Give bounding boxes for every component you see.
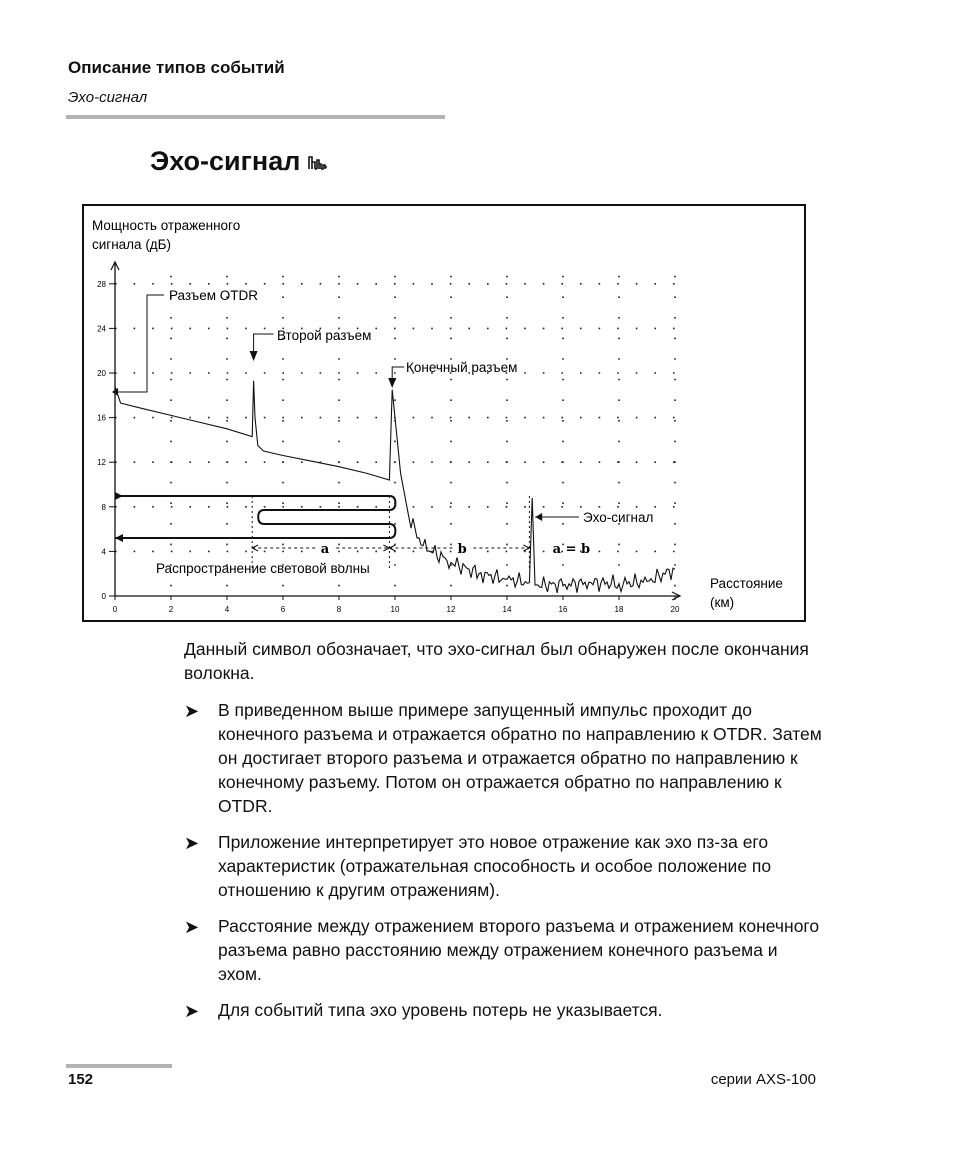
x-tick-label: 12 — [446, 605, 456, 614]
y-tick-label: 0 — [101, 592, 106, 601]
bullet-arrow-icon: ➤ — [184, 701, 200, 721]
x-tick-label: 16 — [558, 605, 568, 614]
y-tick-label: 8 — [101, 502, 106, 512]
y-tick-label: 4 — [101, 547, 106, 557]
callout-otdr-connector — [118, 295, 164, 392]
list-item: ➤ Приложение интерпретирует это новое отражение как эхо пз-за его характеристик (отражательная способность и особое положение по отношению к другим отражениям). — [184, 832, 772, 900]
x-tick-label: 10 — [390, 605, 400, 614]
heading-text: Эхо-сигнал — [150, 146, 301, 176]
otdr-trace-chart — [84, 206, 804, 620]
x-tick-label: 2 — [168, 605, 174, 614]
list-item: ➤ В приведенном выше примере запущенный импульс проходит до конечного разъема и отражается обратно по направлению к OTDR. Затем он достигает второго разъема и отражается обратно по направлению к конечному разъему. Потом он отражается обратно по направлению к OTDR. — [184, 700, 822, 816]
bullet-arrow-icon: ➤ — [184, 917, 200, 937]
propagation-label: Распространение световой волны — [156, 561, 370, 576]
x-tick-label: 4 — [224, 605, 230, 614]
section-title: Описание типов событий — [68, 58, 285, 77]
y-tick-label: 16 — [97, 413, 106, 423]
x-tick-label: 14 — [502, 605, 512, 614]
echo-event-icon — [308, 146, 332, 177]
callout-otdr-connector-label: Разъем OTDR — [169, 288, 259, 303]
list-item: ➤ Расстояние между отражением второго разъема и отражением конечного разъема равно расстоянию между отражением конечного разъема и эхом. — [184, 916, 820, 984]
otdr-echo-figure — [82, 204, 806, 622]
page-number: 152 — [68, 1071, 94, 1088]
product-series: серии AXS-100 — [710, 1071, 816, 1088]
bullet-arrow-icon: ➤ — [184, 833, 200, 853]
footer-divider — [66, 1064, 172, 1068]
callout-arrowhead — [250, 351, 258, 361]
callout-second-connector — [254, 334, 274, 358]
page-heading — [150, 146, 332, 177]
callout-arrowhead — [535, 513, 542, 521]
x-tick-label: 8 — [336, 605, 342, 614]
x-tick-label: 0 — [112, 605, 118, 614]
bullet-list — [184, 698, 824, 1022]
header-divider — [66, 115, 445, 119]
x-axis-label: Расстояние — [710, 576, 783, 591]
y-tick-label: 28 — [97, 279, 106, 289]
propagation-arrowhead — [115, 492, 123, 500]
label-b: b — [457, 542, 467, 557]
section-subtitle: Эхо-сигнал — [68, 89, 148, 106]
y-tick-label: 24 — [97, 324, 106, 334]
x-tick-label: 18 — [614, 605, 624, 614]
callout-echo-label: Эхо-сигнал — [583, 510, 654, 525]
propagation-path — [115, 496, 395, 538]
bracket-a-arrow — [252, 545, 258, 551]
y-axis-label: Мощность отраженного — [92, 218, 241, 233]
bullet-arrow-icon: ➤ — [184, 1001, 200, 1021]
x-axis-label: (км) — [710, 595, 735, 610]
y-axis-label: сигнала (дБ) — [92, 237, 172, 252]
y-tick-label: 12 — [97, 458, 106, 468]
label-a: a — [320, 542, 330, 557]
label-a-equals-b: a = b — [552, 542, 591, 557]
x-tick-label: 20 — [670, 605, 680, 614]
intro-paragraph: Данный символ обозначает, что эхо-сигнал был обнаружен после окончания волокна. — [184, 639, 809, 683]
propagation-arrowhead — [115, 534, 123, 542]
list-item: ➤ Для событий типа эхо уровень потерь не указывается. — [184, 1000, 663, 1021]
callout-end-connector-label: Конечный разъем — [406, 360, 518, 375]
y-tick-label: 20 — [97, 369, 106, 378]
callout-arrowhead — [388, 378, 396, 388]
x-tick-label: 6 — [280, 605, 286, 614]
callout-second-connector-label: Второй разъем — [277, 328, 372, 343]
